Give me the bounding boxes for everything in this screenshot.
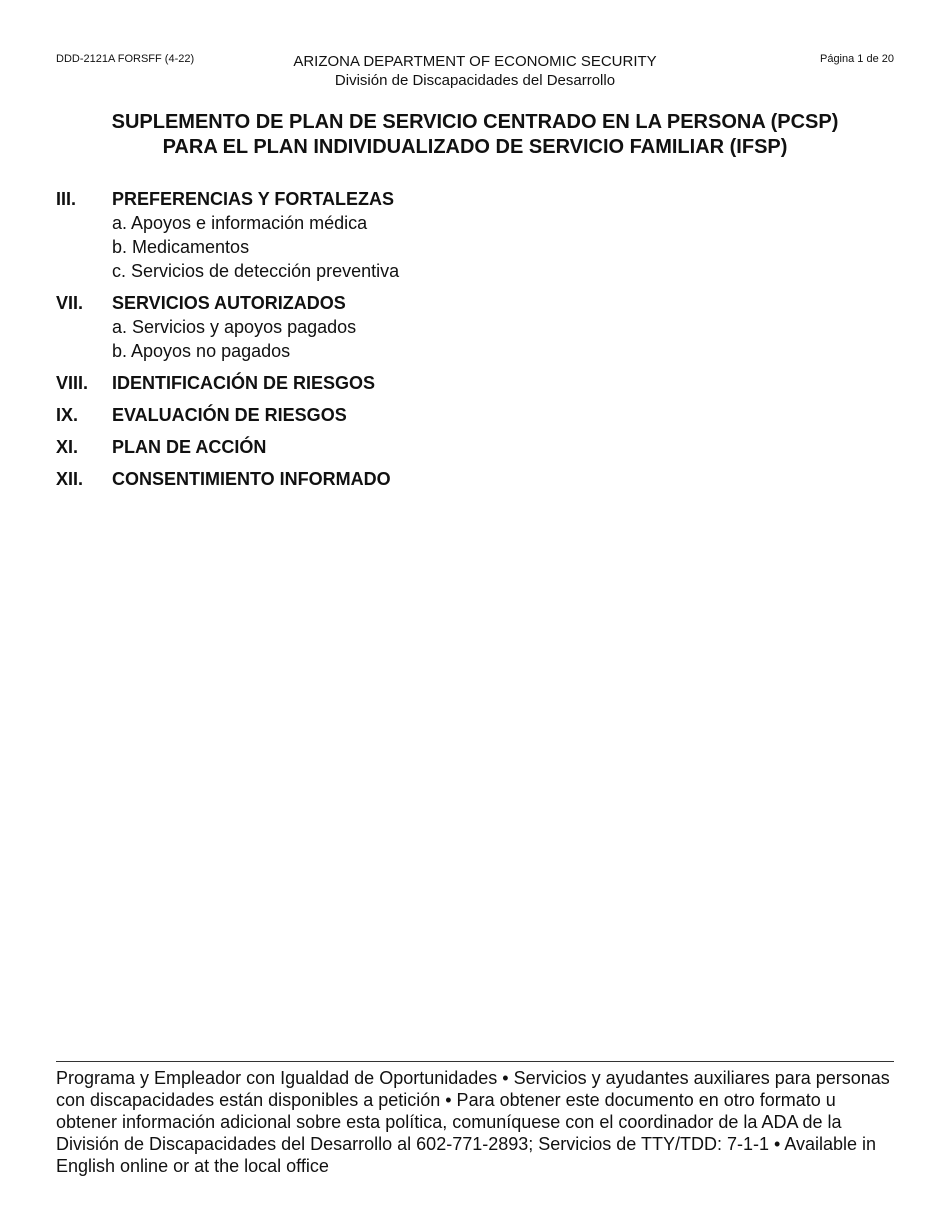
form-id: DDD-2121A FORSFF (4-22) (56, 53, 195, 65)
agency-name: ARIZONA DEPARTMENT OF ECONOMIC SECURITY (293, 53, 657, 70)
section-title: SERVICIOS AUTORIZADOS (112, 293, 346, 313)
subsection-item: a. Servicios y apoyos pagados (112, 317, 357, 337)
section-heading (56, 435, 856, 459)
section-authorized-services (56, 291, 856, 363)
subsection-list (56, 315, 856, 363)
subsection-list (56, 211, 856, 283)
section-numeral: III. (56, 189, 77, 209)
section-title: PLAN DE ACCIÓN (112, 437, 267, 457)
section-heading (56, 291, 856, 315)
section-title: IDENTIFICACIÓN DE RIESGOS (112, 373, 376, 393)
section-risk-identification (56, 371, 856, 395)
title-line-1: SUPLEMENTO DE PLAN DE SERVICIO CENTRADO EN LA PERSONA (PCSP) (111, 111, 839, 133)
section-numeral: IX. (56, 405, 79, 425)
subsection-item: c. Servicios de detección preventiva (112, 261, 400, 281)
title-line-2: PARA EL PLAN INDIVIDUALIZADO DE SERVICIO FAMILIAR (IFSP) (162, 136, 788, 158)
section-numeral: XI. (56, 437, 79, 457)
section-list (56, 187, 856, 499)
agency-header (0, 52, 950, 90)
section-heading (56, 371, 856, 395)
section-heading (56, 187, 856, 211)
section-title: PREFERENCIAS Y FORTALEZAS (112, 189, 395, 209)
section-numeral: XII. (56, 469, 84, 489)
footer-divider (56, 1061, 894, 1062)
section-informed-consent (56, 467, 856, 491)
section-preferences (56, 187, 856, 283)
section-numeral: VII. (56, 293, 84, 313)
subsection-item: b. Apoyos no pagados (112, 341, 291, 361)
subsection-item: a. Apoyos e información médica (112, 213, 368, 233)
page-number: Página 1 de 20 (819, 53, 894, 65)
section-heading (56, 403, 856, 427)
section-title: CONSENTIMIENTO INFORMADO (112, 469, 391, 489)
section-title: EVALUACIÓN DE RIESGOS (112, 405, 347, 425)
section-action-plan (56, 435, 856, 459)
section-heading (56, 467, 856, 491)
division-name: División de Discapacidades del Desarrollo (334, 72, 616, 89)
document-title (0, 110, 950, 160)
section-numeral: VIII. (56, 373, 89, 393)
footer-notice: Programa y Empleador con Igualdad de Oportunidades • Servicios y ayudantes auxiliares para personas con discapacidades están disponibles a petición • Para obtener este documento en otro formato u obtener información adicional sobre esta política, comuníquese con el coordinador de la ADA de la División de Discapacidades del Desarrollo al 602-771-2893; Servicios de TTY/TDD: 7-1-1 • Available in English online or at the local office (56, 1068, 890, 1176)
section-risk-evaluation (56, 403, 856, 427)
subsection-item: b. Medicamentos (112, 237, 250, 257)
